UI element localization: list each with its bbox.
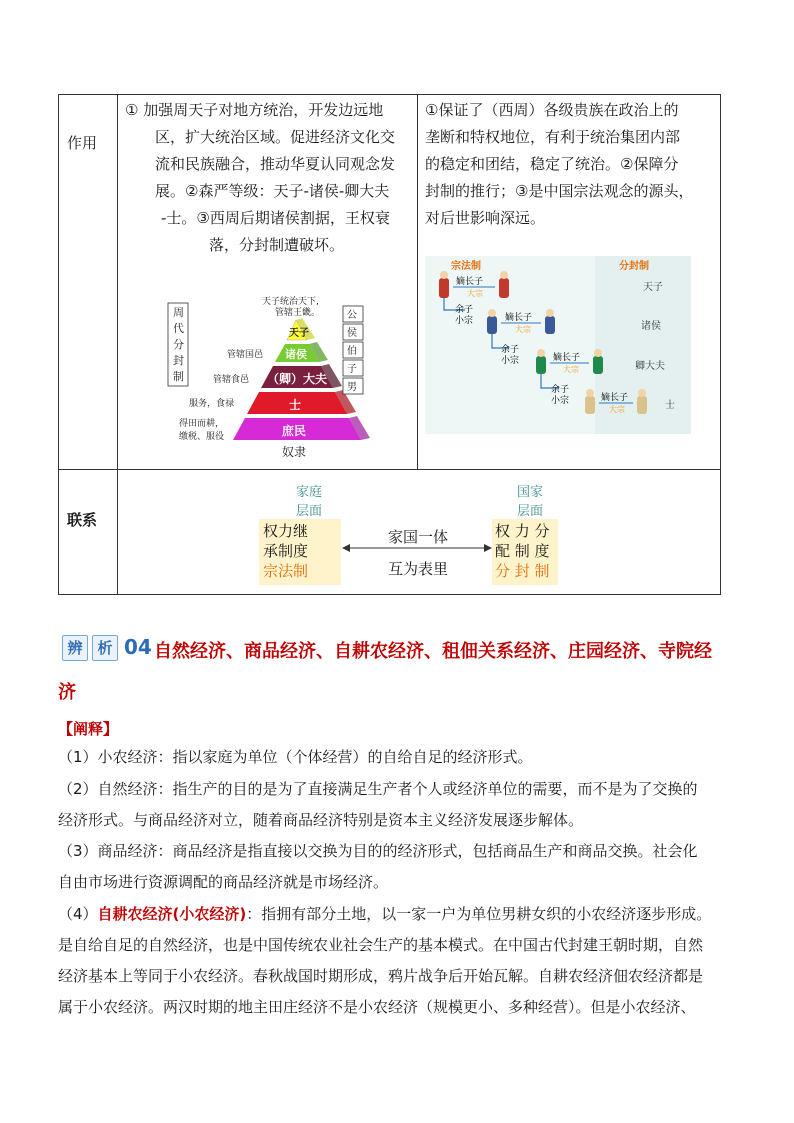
paragraph: 经济形式。与商品经济对立，随着商品经济特别是资本主义经济发展逐步解体。 [58, 811, 584, 829]
side-son-label: 余子 [455, 305, 474, 315]
text-line: ① 加强周天子对地方统治，开发边远地 [125, 101, 384, 119]
diagram-right-title: 分封制 [619, 261, 649, 272]
side-title-char: 代 [173, 322, 184, 335]
pyramid-note: 天子统治天下, [262, 297, 319, 307]
box-line: 分 封 制 [495, 562, 550, 580]
text-line: ①保证了（西周）各级贵族在政治上的 [425, 101, 679, 119]
major-line-tag: 大宗 [467, 289, 483, 298]
section-badge: 析 [92, 635, 118, 661]
state-level-heading [508, 483, 552, 521]
heir-label: 嫡长子 [456, 277, 484, 287]
paragraph: （3）商品经济：商品经济是指直接以交换为目的的经济形式，包括商品生产和商品交换。社会化 [58, 842, 698, 860]
paragraph: （2）自然经济：指生产的目的是为了直接满足生产者个人或经济单位的需要，而不是为了交换的 [58, 780, 698, 798]
rank-label: 男 [347, 382, 357, 393]
section-badge: 辨 [62, 635, 88, 661]
subheading: 【阐释】 [58, 720, 119, 738]
highlighted-term: 自耕农经济(小农经济) [97, 905, 247, 923]
heir-label: 嫡长子 [553, 353, 581, 363]
pyramid-note: 管辖国邑 [227, 350, 264, 360]
text-line: 封制的推行；③是中国宗法观念的源头， [425, 182, 694, 200]
right-cell-text [425, 97, 717, 232]
paragraph-prefix: （4） [58, 905, 98, 923]
pyramid-note: 管辖食邑 [213, 375, 250, 385]
section-title: 自然经济、商品经济、自耕农经济、租佃关系经济、庄园经济、寺院经 [154, 641, 712, 662]
zhou-feudal-pyramid [165, 294, 410, 462]
pyramid-note: 缴税、服役 [179, 432, 225, 442]
link-top-text: 家国一体 [388, 528, 449, 546]
side-title-char: 分 [173, 338, 184, 351]
heir-label: 嫡长子 [505, 313, 533, 323]
level-label-bottom: 奴隶 [282, 445, 307, 459]
row-label-effect: 作用 [67, 134, 98, 152]
paragraph: 自由市场进行资源调配的商品经济就是市场经济。 [58, 873, 389, 891]
major-line-tag: 大宗 [609, 405, 625, 414]
rank-label: 侯 [347, 328, 357, 339]
level-label: 士 [289, 398, 302, 412]
paragraph: 属于小农经济。两汉时期的地主田庄经济不是小农经济（规模更小、多种经营）。但是小农经济、 [58, 998, 696, 1016]
family-level-heading [287, 483, 331, 521]
minor-line-label: 小宗 [455, 316, 474, 326]
comparison-table [58, 94, 721, 595]
paragraph: 经济基本上等同于小农经济。春秋战国时期形成，鸦片战争后开始瓦解。自耕农经济佃农经济都是 [58, 967, 704, 985]
text-line: 垄断和特权地位，有利于统治集团内部 [425, 128, 681, 146]
section-number: 04 [124, 635, 152, 659]
rank-label: 天子 [643, 282, 663, 293]
text-line: 展。②森严等级：天子-诸侯-卿大夫 [155, 182, 390, 200]
rank-label: 子 [347, 364, 357, 375]
box-line: 配 制 度 [495, 542, 550, 560]
state-level-box [492, 519, 558, 585]
box-line: 宗法制 [263, 562, 309, 580]
rank-label: 公 [347, 310, 357, 321]
text-line: 流和民族融合，推动华夏认同观念发 [155, 155, 396, 173]
side-son-label: 余子 [501, 345, 520, 355]
rank-label: 伯 [347, 346, 357, 357]
level-label: 诸侯 [285, 348, 307, 361]
pyramid-note: 服务，食禄 [189, 399, 235, 409]
text-line: 的稳定和团结，稳定了统治。②保障分 [425, 155, 679, 173]
text-line: 区，扩大统治区域。促进经济文化交 [155, 128, 396, 146]
minor-line-label: 小宗 [501, 356, 520, 366]
box-line: 权 力 分 [495, 522, 550, 540]
link-bottom-text: 互为表里 [388, 560, 449, 578]
paragraph: 是自给自足的自然经济，也是中国传统农业社会生产的基本模式。在中国古代封建王朝时期，自然 [58, 936, 704, 954]
section-title-continued: 济 [58, 682, 76, 703]
table-divider [117, 95, 118, 594]
family-level-box [259, 519, 341, 585]
heading-line: 国家 [516, 485, 543, 500]
side-title-char: 周 [173, 306, 184, 319]
side-title-char: 制 [173, 370, 184, 383]
side-title-char: 封 [173, 354, 184, 367]
text-line: -士。③西周后期诸侯割据，王权衰 [161, 209, 390, 227]
heir-label: 嫡长子 [601, 393, 629, 403]
rank-label: 诸侯 [641, 321, 661, 332]
heading-line: 层面 [295, 504, 322, 519]
rank-label: 卿大夫 [635, 361, 665, 372]
row-label-link: 联系 [67, 511, 98, 529]
table-divider [417, 95, 418, 469]
paragraph [58, 903, 711, 925]
table-divider [59, 469, 720, 470]
text-line: 对后世影响深远。 [425, 209, 546, 227]
heading-line: 层面 [516, 504, 543, 519]
rank-label: 士 [665, 400, 675, 411]
side-son-label: 余子 [551, 385, 570, 395]
left-cell-text [125, 97, 413, 259]
level-label: 庶民 [282, 424, 307, 438]
paragraph: （1）小农经济：指以家庭为单位（个体经营）的自给自足的经济形式。 [58, 748, 533, 766]
text-line: 落，分封制遭破坏。 [209, 236, 345, 254]
paragraph-text: ：指拥有部分土地，以一家一户为单位男耕女织的小农经济逐步形成。 [246, 905, 712, 923]
pyramid-note: 得田而耕， [179, 419, 225, 429]
level-label: 天子 [289, 328, 309, 339]
major-line-tag: 大宗 [563, 365, 579, 374]
minor-line-label: 小宗 [551, 396, 570, 406]
box-line: 承制度 [263, 542, 309, 560]
diagram-left-title: 宗法制 [451, 261, 481, 272]
box-line: 权力继 [263, 522, 309, 540]
major-line-tag: 大宗 [515, 325, 531, 334]
heading-line: 家庭 [295, 485, 322, 500]
pyramid-note: 管辖王畿。 [275, 308, 321, 318]
clan-law-diagram [425, 256, 691, 434]
level-label: （卿）大夫 [267, 372, 328, 386]
